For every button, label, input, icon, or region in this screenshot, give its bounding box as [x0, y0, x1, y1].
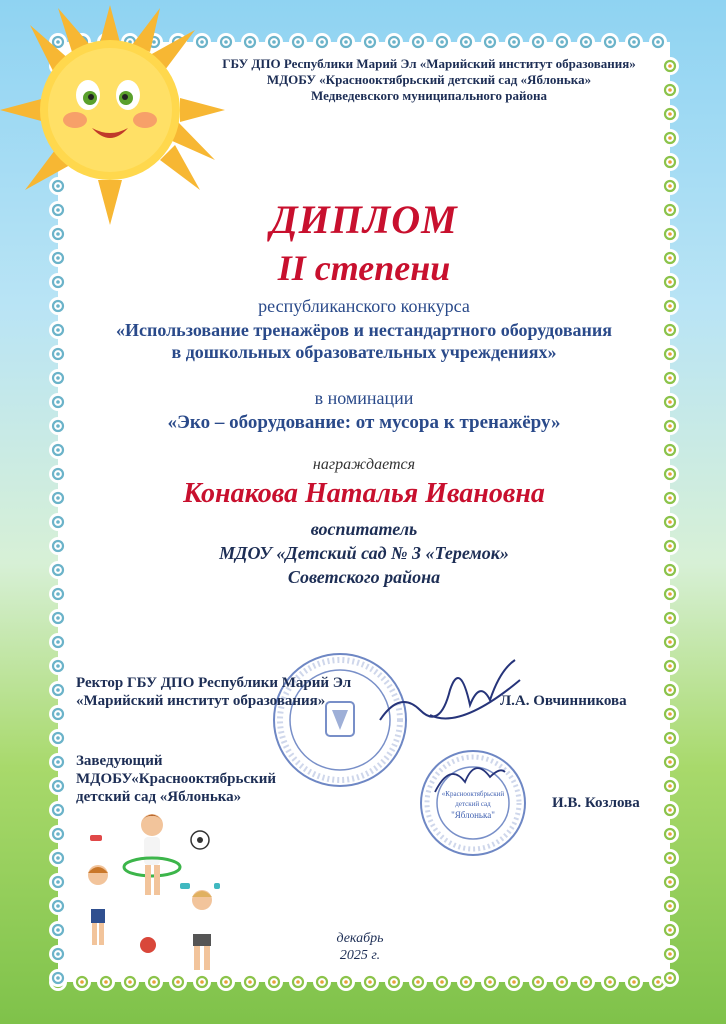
awardee-org1: МДОУ «Детский сад № 3 «Теремок»: [219, 543, 509, 563]
border-flower: [433, 973, 451, 991]
border-flower: [529, 973, 547, 991]
rector-line1: Ректор ГБУ ДПО Республики Марий Эл: [76, 675, 352, 691]
border-flower: [577, 973, 595, 991]
border-flower: [553, 33, 571, 51]
nomination-value: «Эко – оборудование: от мусора к тренажёру»: [167, 412, 561, 433]
border-flower: [661, 825, 679, 843]
contest-line2: «Использование тренажёров и нестандартного оборудования: [115, 320, 613, 340]
border-flower: [265, 33, 283, 51]
border-flower: [625, 33, 643, 51]
awardee-name: Конакова Наталья Ивановна: [183, 478, 545, 509]
date-month: декабрь: [336, 931, 384, 946]
border-flower: [661, 873, 679, 891]
border-flower: [361, 973, 379, 991]
border-flower: [241, 33, 259, 51]
border-flower: [49, 921, 67, 939]
contest-line3: в дошкольных образовательных учреждениях»: [171, 342, 557, 362]
border-flower: [385, 973, 403, 991]
head-line1: Заведующий: [76, 753, 163, 769]
border-flower: [661, 369, 679, 387]
head-line2: МДОБУ«Краснооктябрьский: [76, 771, 277, 787]
border-flower: [661, 729, 679, 747]
border-flower: [49, 969, 67, 987]
border-flower: [661, 705, 679, 723]
stamp-kindergarten-line1: «Краснооктябрьский: [441, 790, 505, 798]
border-flower: [49, 849, 67, 867]
border-flower: [661, 945, 679, 963]
border-flower: [661, 633, 679, 651]
border-flower: [241, 973, 259, 991]
date-block: [300, 930, 420, 964]
contest-line1: республиканского конкурса: [258, 296, 470, 316]
border-flower: [661, 177, 679, 195]
diploma-title: ДИПЛОМ: [270, 197, 458, 242]
border-flower: [49, 753, 67, 771]
border-flower: [409, 973, 427, 991]
border-flower: [661, 897, 679, 915]
border-flower: [361, 33, 379, 51]
stamp-kindergarten-line2: детский сад: [455, 800, 491, 808]
border-flower: [661, 777, 679, 795]
border-flower: [661, 801, 679, 819]
border-flower: [505, 33, 523, 51]
border-flower: [49, 633, 67, 651]
border-flower: [313, 973, 331, 991]
border-flower: [661, 153, 679, 171]
border-flower: [49, 945, 67, 963]
border-flower: [481, 973, 499, 991]
border-flower: [661, 969, 679, 987]
nomination-label: в номинации: [314, 388, 414, 408]
awardee-position: воспитатель: [310, 519, 418, 539]
border-flower: [649, 33, 667, 51]
date-year: 2025 г.: [339, 948, 381, 963]
border-flower: [661, 105, 679, 123]
border-flower: [265, 973, 283, 991]
border-flower: [49, 705, 67, 723]
border-flower: [625, 973, 643, 991]
border-flower: [337, 973, 355, 991]
border-flower: [49, 873, 67, 891]
border-flower: [49, 801, 67, 819]
header-line1: ГБУ ДПО Республики Марий Эл «Марийский институт образования»: [222, 56, 636, 71]
border-flower: [49, 657, 67, 675]
border-flower: [505, 973, 523, 991]
border-flower: [49, 729, 67, 747]
head-name: И.В. Козлова: [552, 795, 640, 811]
border-flower: [661, 657, 679, 675]
border-flower: [661, 681, 679, 699]
border-flower: [49, 777, 67, 795]
border-flower: [313, 33, 331, 51]
border-flower: [553, 973, 571, 991]
header-line2: МДОБУ «Краснооктябрьский детский сад «Яблонька»: [266, 72, 592, 87]
border-flower: [49, 825, 67, 843]
header-block: [58, 56, 670, 104]
border-flower: [457, 973, 475, 991]
border-flower: [49, 369, 67, 387]
border-flower: [49, 609, 67, 627]
border-flower: [289, 33, 307, 51]
border-flower: [433, 33, 451, 51]
border-flower: [601, 33, 619, 51]
border-flower: [661, 129, 679, 147]
rector-name: Л.А. Овчинникова: [500, 693, 627, 709]
border-flower: [409, 33, 427, 51]
header-line3: Медведевского муниципального района: [311, 88, 547, 103]
border-flower: [289, 973, 307, 991]
border-flower: [457, 33, 475, 51]
kids-sport-illustration: [70, 805, 220, 980]
diploma-degree: II степени: [277, 248, 451, 288]
border-flower: [577, 33, 595, 51]
border-flower: [337, 33, 355, 51]
head-line3: детский сад «Яблонька»: [76, 789, 242, 805]
head-signature: [430, 752, 510, 802]
awardee-org2: Советского района: [287, 567, 441, 587]
border-flower: [529, 33, 547, 51]
border-flower: [661, 753, 679, 771]
border-flower: [601, 973, 619, 991]
award-label: награждается: [312, 456, 416, 473]
border-flower: [385, 33, 403, 51]
sun-illustration: [0, 0, 230, 230]
border-flower: [481, 33, 499, 51]
stamp-kindergarten-line3: "Яблонька": [451, 810, 495, 820]
border-flower: [49, 681, 67, 699]
rector-line2: «Марийский институт образования»: [76, 693, 326, 709]
head-title-block: [76, 752, 276, 806]
border-flower: [661, 921, 679, 939]
border-flower: [49, 897, 67, 915]
border-flower: [661, 849, 679, 867]
border-flower: [661, 609, 679, 627]
rector-title-block: [76, 674, 351, 710]
